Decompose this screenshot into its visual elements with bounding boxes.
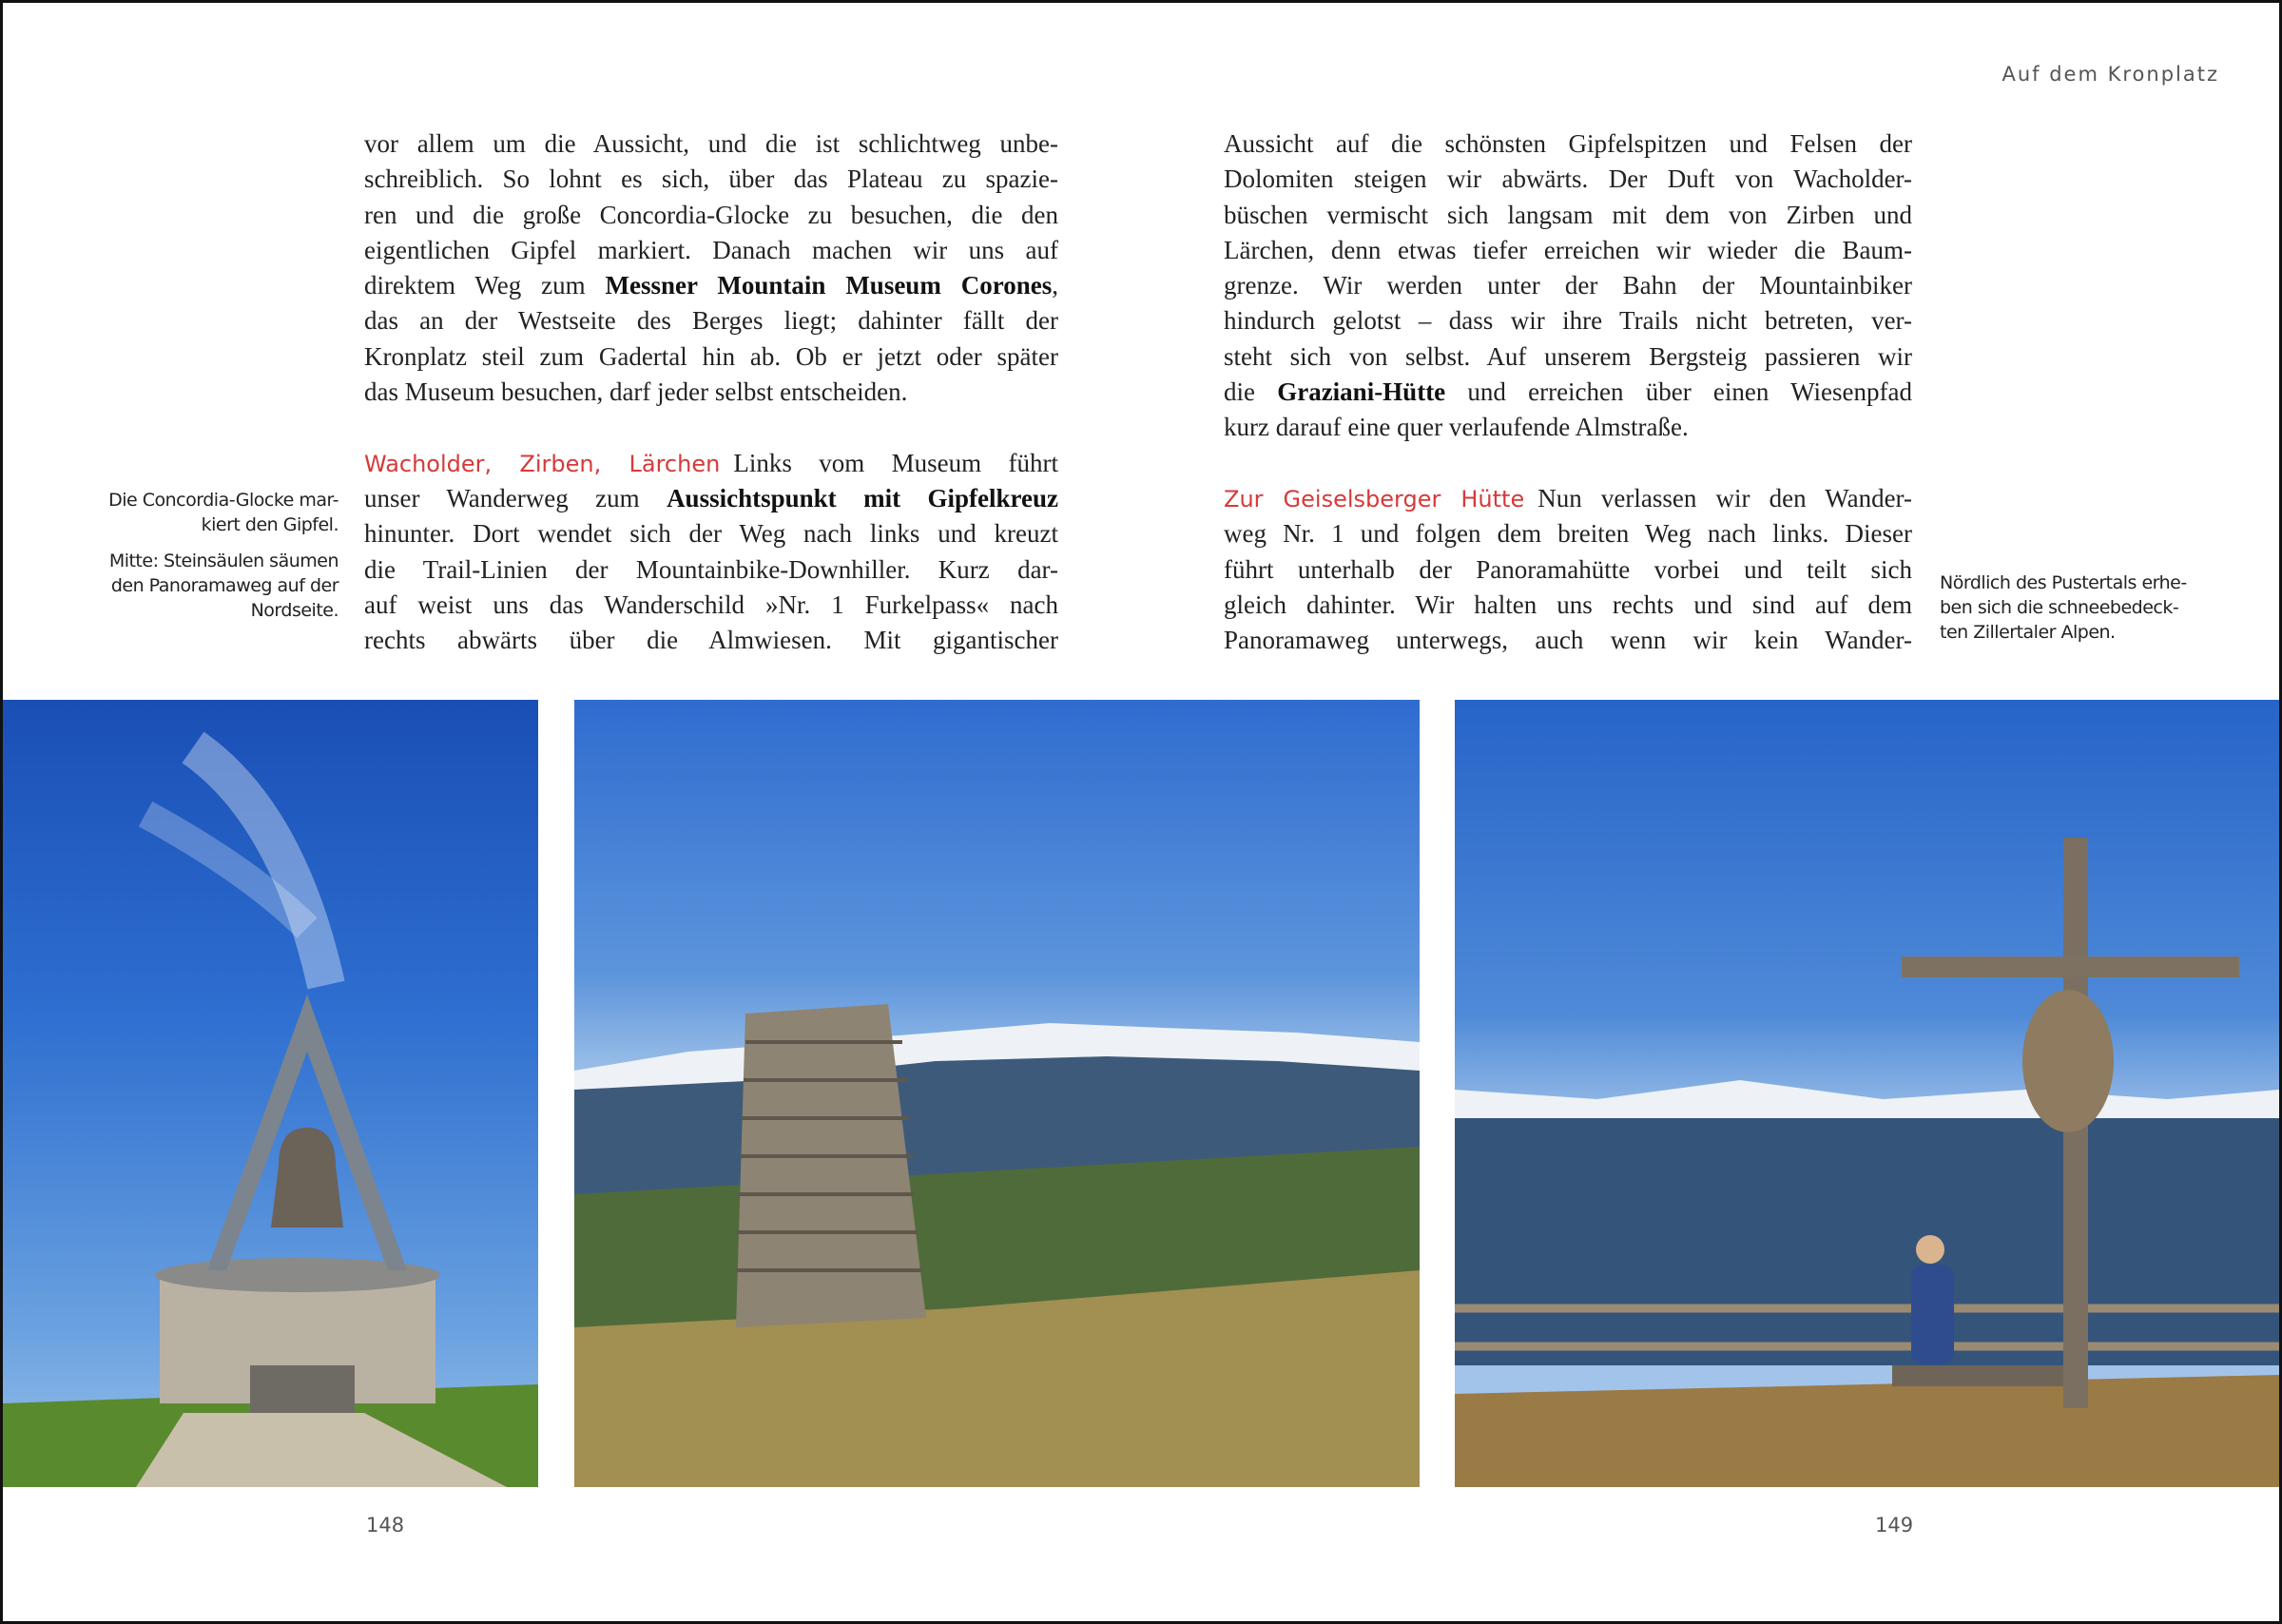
text-line	[1224, 516, 1912, 551]
text-line	[364, 588, 1058, 623]
text-run: grenze. Wir werden unter der Bahn der Mountainbiker	[1224, 271, 1912, 300]
text-line	[1224, 233, 1912, 268]
bold-term: Messner Mountain Museum Corones	[605, 271, 1053, 300]
text-line	[364, 339, 1058, 375]
text-run: ren und die große Concordia-Glocke zu besuchen, die den	[364, 200, 1058, 229]
photo-concordia-bell	[3, 700, 538, 1487]
text-run: führt unterhalb der Panoramahütte vorbei und teilt sich	[1224, 554, 1912, 584]
paragraph-gap	[364, 410, 1058, 445]
text-run: die Trail-Linien der Mountainbike-Downhiller. Kurz dar-	[364, 554, 1058, 584]
bold-term: Aussichtspunkt mit Gipfelkreuz	[667, 483, 1058, 512]
text-line	[364, 516, 1058, 551]
text-run: gleich dahinter. Wir halten uns rechts und sind auf dem	[1224, 590, 1912, 619]
left-captions	[57, 488, 338, 634]
photo-stone-pillar	[574, 700, 1420, 1487]
text-run: Lärchen, denn etwas tiefer erreichen wir wieder die Baum-	[1224, 235, 1912, 264]
text-run: Aussicht auf die schönsten Gipfelspitzen und Felsen der	[1224, 129, 1912, 158]
page-number-left: 148	[366, 1514, 405, 1537]
text-line	[364, 162, 1058, 197]
text-run: schreiblich. So lohnt es sich, über das Plateau zu spazie-	[364, 164, 1058, 194]
text-run: Nun verlassen wir den Wander-	[1537, 483, 1912, 512]
text-line	[1224, 375, 1912, 410]
text-run: steht sich von selbst. Auf unserem Bergsteig passieren wir	[1224, 341, 1912, 371]
text-line	[364, 303, 1058, 338]
text-line	[364, 623, 1058, 658]
text-line	[364, 198, 1058, 233]
text-run: vor allem um die Aussicht, und die ist schlichtweg unbe-	[364, 129, 1058, 158]
text-run: kurz darauf eine quer verlaufende Almstraße.	[1224, 413, 1689, 442]
text-run: auf weist uns das Wanderschild »Nr. 1 Furkelpass« nach	[364, 590, 1058, 619]
text-run: Links vom Museum führt	[733, 448, 1058, 477]
text-run: büschen vermischt sich langsam mit dem von Zirben und	[1224, 200, 1912, 229]
photo-summit-cross	[1455, 700, 2279, 1487]
text-run: hinunter. Dort wendet sich der Weg nach links und kreuzt	[364, 519, 1058, 549]
section-heading: Wacholder, Zirben, Lärchen	[364, 450, 721, 477]
text-line	[1224, 162, 1912, 197]
text-run: und erreichen über einen Wiesenpfad	[1445, 377, 1912, 407]
text-line	[364, 375, 1058, 410]
text-line	[1224, 552, 1912, 588]
text-line	[364, 481, 1058, 516]
text-line	[1224, 126, 1912, 162]
text-run: Panoramaweg unterwegs, auch wenn wir kein Wander-	[1224, 626, 1912, 655]
caption-concordia-bell: Die Concordia-Glocke mar- kiert den Gipfel.	[108, 490, 338, 535]
text-run: weg Nr. 1 und folgen dem breiten Weg nach links. Dieser	[1224, 519, 1912, 549]
text-run: rechts abwärts über die Almwiesen. Mit gigantischer	[364, 626, 1058, 655]
text-line	[364, 126, 1058, 162]
text-line	[364, 446, 1058, 481]
text-run: die	[1224, 377, 1278, 407]
bold-term: Graziani-Hütte	[1277, 377, 1446, 407]
page-number-right: 149	[1875, 1514, 1914, 1537]
right-text-column	[1224, 126, 1912, 658]
text-line	[364, 552, 1058, 588]
text-run: direktem Weg zum	[364, 271, 606, 300]
text-line	[1224, 339, 1912, 375]
text-run: Kronplatz steil zum Gadertal hin ab. Ob er jetzt oder später	[364, 341, 1058, 371]
caption-zillertal-alps: Nördlich des Pustertals erhe- ben sich die schneebedeck- ten Zillertaler Alpen.	[1940, 572, 2187, 643]
text-run: hindurch gelotst – dass wir ihre Trails nicht betreten, ver-	[1224, 306, 1912, 336]
text-line	[1224, 198, 1912, 233]
text-run: unser Wanderweg zum	[364, 483, 667, 512]
text-line	[1224, 268, 1912, 303]
caption-stone-pillars: Mitte: Steinsäulen säumen den Panoramaweg auf der Nordseite.	[108, 551, 338, 621]
text-run: ,	[1052, 271, 1058, 300]
text-line	[1224, 588, 1912, 623]
paragraph-gap	[1224, 446, 1912, 481]
text-run: das Museum besuchen, darf jeder selbst entscheiden.	[364, 377, 908, 407]
text-run: das an der Westseite des Berges liegt; dahinter fällt der	[364, 306, 1058, 336]
text-run: eigentlichen Gipfel markiert. Danach machen wir uns auf	[364, 235, 1058, 264]
text-line	[1224, 481, 1912, 516]
left-text-column	[364, 126, 1058, 658]
section-heading: Zur Geiselsberger Hütte	[1224, 485, 1525, 512]
text-line	[1224, 303, 1912, 338]
text-run: Dolomiten steigen wir abwärts. Der Duft von Wacholder-	[1224, 164, 1912, 194]
running-head: Auf dem Kronplatz	[2002, 63, 2219, 86]
text-line	[364, 233, 1058, 268]
text-line	[1224, 623, 1912, 658]
text-line	[1224, 410, 1912, 445]
text-line	[364, 268, 1058, 303]
